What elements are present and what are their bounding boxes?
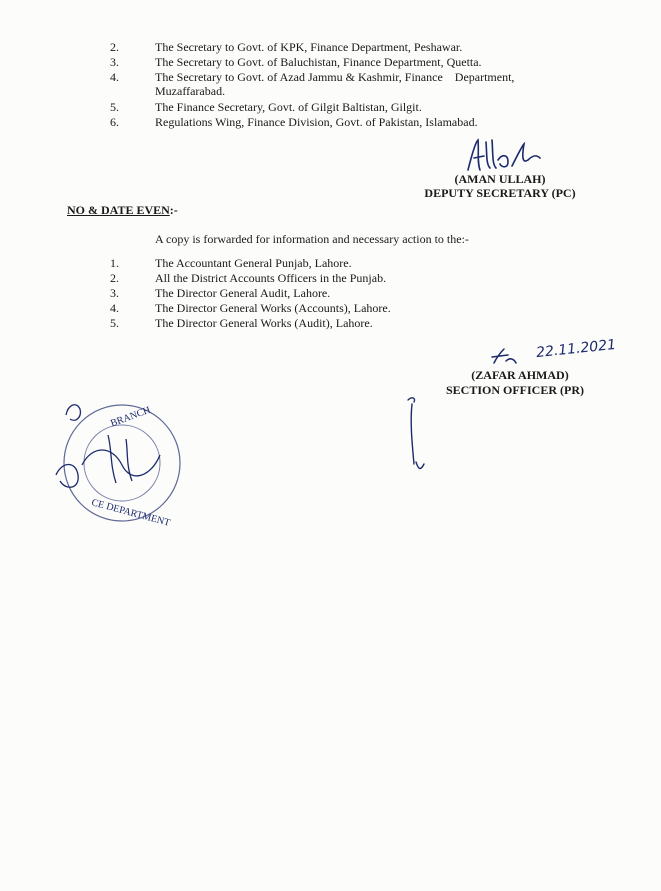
- signatory-title: SECTION OFFICER (PR): [445, 383, 584, 397]
- received-stamp: [52, 395, 192, 529]
- heading-suffix: :-: [169, 203, 178, 217]
- item-text: The Secretary to Govt. of KPK, Finance Department, Peshawar.: [155, 40, 463, 54]
- copy-heading: [67, 203, 178, 218]
- item-number: 3.: [110, 286, 119, 300]
- signature-aman-ullah: [462, 136, 552, 176]
- item-number: 1.: [110, 256, 119, 270]
- item-text: The Director General Audit, Lahore.: [155, 286, 331, 300]
- signatory-name: (AMAN ULLAH): [454, 172, 546, 186]
- item-text: The Director General Works (Accounts), Lahore.: [155, 301, 391, 315]
- signature-zafar-ahmad: [490, 345, 520, 369]
- signatory-name: (ZAFAR AHMAD): [471, 368, 569, 382]
- item-number: 4.: [110, 70, 119, 84]
- item-number: 5.: [110, 316, 119, 330]
- item-text: Muzaffarabad.: [155, 84, 226, 98]
- item-number: 6.: [110, 115, 119, 129]
- signatory-title: DEPUTY SECRETARY (PC): [424, 186, 576, 200]
- item-text: The Finance Secretary, Govt. of Gilgit Baltistan, Gilgit.: [155, 100, 422, 114]
- item-text: The Secretary to Govt. of Baluchistan, Finance Department, Quetta.: [155, 55, 482, 69]
- intro-text: A copy is forwarded for information and necessary action to the:-: [155, 232, 469, 246]
- heading-label: NO & DATE EVEN: [67, 203, 170, 217]
- svg-text:BRANCH: BRANCH: [109, 404, 153, 430]
- item-number: 4.: [110, 301, 119, 315]
- item-text: The Accountant General Punjab, Lahore.: [155, 256, 352, 270]
- item-text: The Director General Works (Audit), Lahore.: [155, 316, 373, 330]
- item-number: 2.: [110, 271, 119, 285]
- item-text: All the District Accounts Officers in the Punjab.: [155, 271, 387, 285]
- handwritten-date: 22.11.2021: [535, 336, 617, 362]
- svg-text:CE DEPARTMENT: CE DEPARTMENT: [90, 497, 172, 529]
- item-text: The Secretary to Govt. of Azad Jammu & Kashmir, Finance Department,: [155, 70, 515, 84]
- item-number: 2.: [110, 40, 119, 54]
- item-text: Regulations Wing, Finance Division, Govt. of Pakistan, Islamabad.: [155, 115, 478, 129]
- item-number: 5.: [110, 100, 119, 114]
- margin-scribble: [398, 392, 438, 482]
- item-number: 3.: [110, 55, 119, 69]
